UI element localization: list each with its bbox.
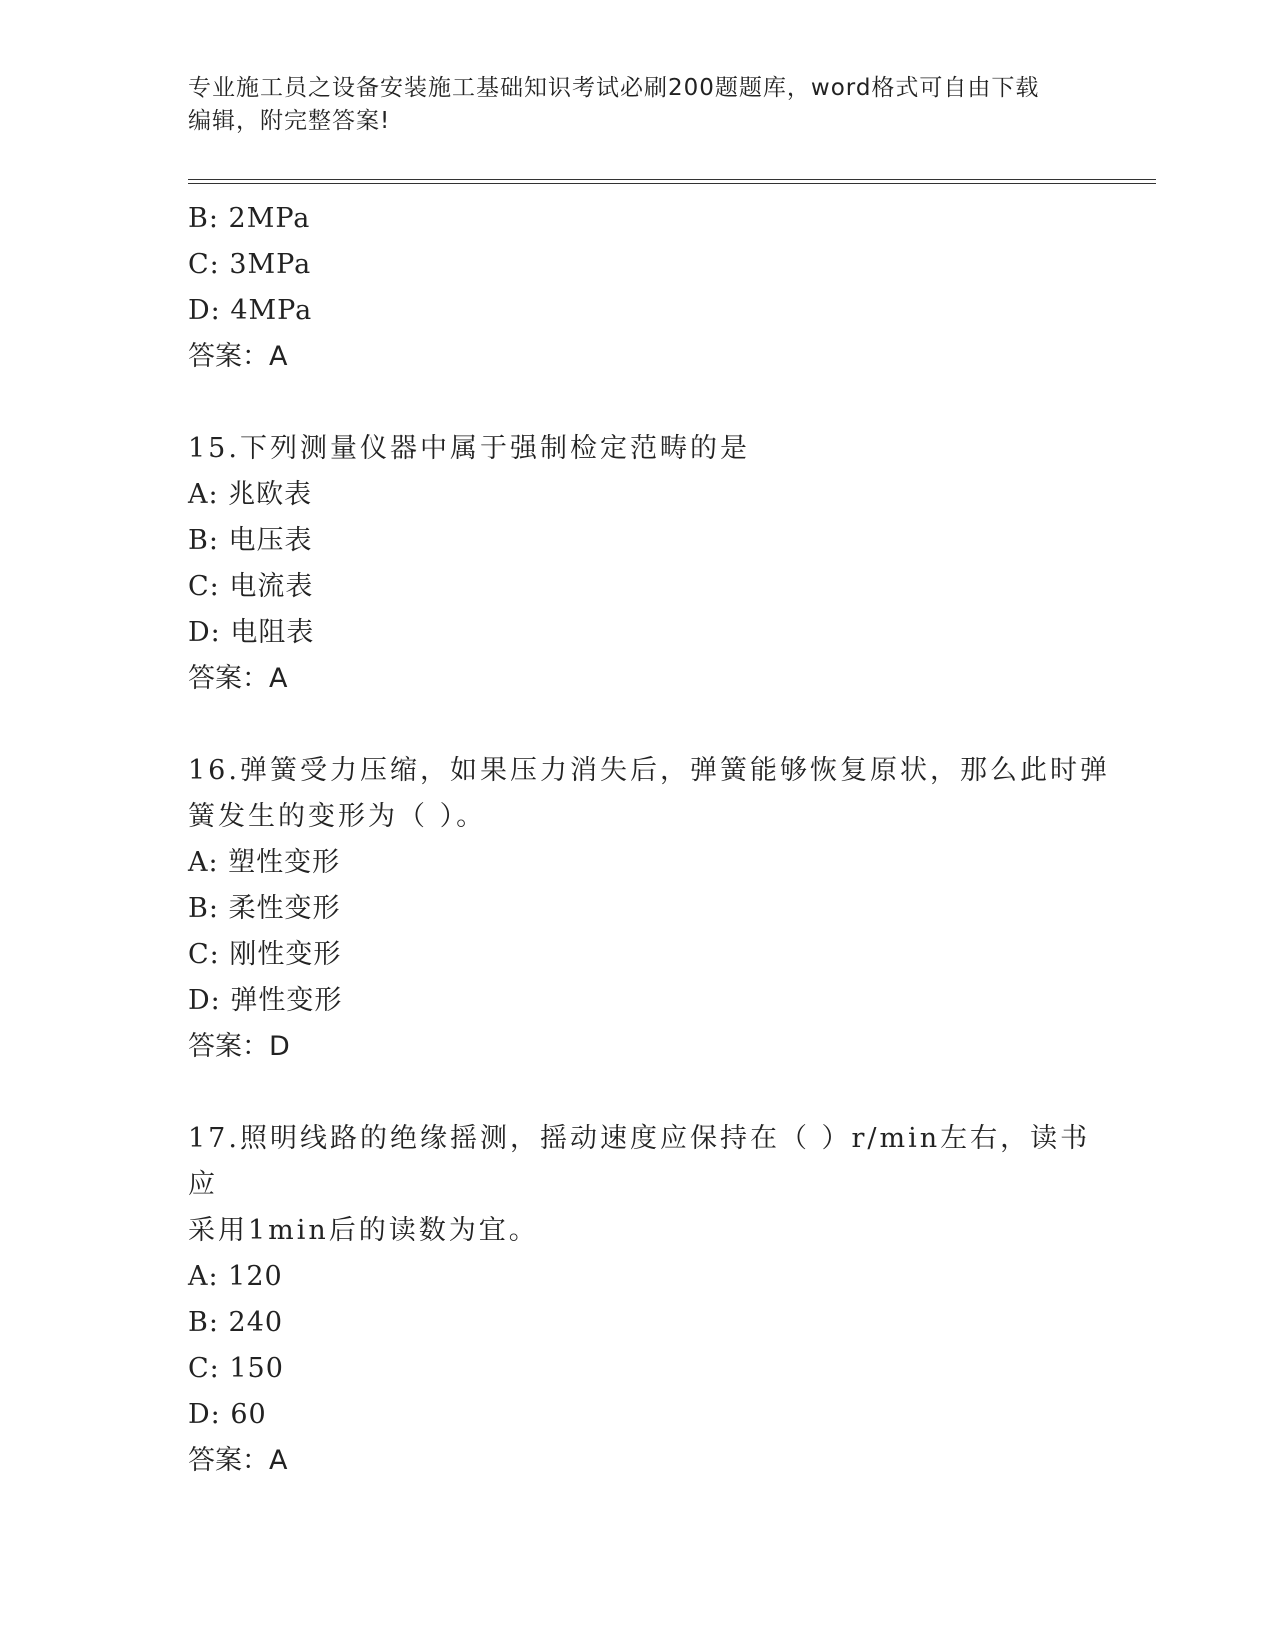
- carryover-question: [188, 196, 1118, 380]
- option-b: B: 柔性变形: [188, 893, 341, 924]
- option-d: D: 电阻表: [188, 617, 315, 648]
- option-b: B: 240: [188, 1307, 284, 1338]
- option-b: B: 电压表: [188, 525, 313, 556]
- option-a: A: 塑性变形: [188, 847, 341, 878]
- answer: 答案：A: [188, 1445, 288, 1476]
- header-line-2: 编辑，附完整答案!: [188, 108, 391, 134]
- header-divider-top: [188, 179, 1156, 180]
- option-d: D: 60: [188, 1399, 267, 1430]
- header-line-1: 专业施工员之设备安装施工基础知识考试必刷200题题库，word格式可自由下载: [188, 75, 1040, 101]
- option-d: D: 4MPa: [188, 295, 313, 326]
- header-divider-bottom: [188, 183, 1156, 184]
- question-stem-line-2: 采用1min后的读数为宜。: [188, 1215, 539, 1246]
- option-b: B: 2MPa: [188, 203, 311, 234]
- question-stem-line-1: 17.照明线路的绝缘摇测，摇动速度应保持在（ ）r/min左右，读书应: [188, 1123, 1091, 1200]
- answer: 答案：D: [188, 1031, 290, 1062]
- option-c: C: 刚性变形: [188, 939, 342, 970]
- question-15: [188, 426, 1118, 702]
- question-16: [188, 748, 1118, 1070]
- answer: 答案：A: [188, 341, 288, 372]
- option-a: A: 120: [188, 1261, 283, 1292]
- document-body: [188, 196, 1118, 1484]
- option-d: D: 弹性变形: [188, 985, 343, 1016]
- option-c: C: 3MPa: [188, 249, 312, 280]
- question-stem: 15.下列测量仪器中属于强制检定范畴的是: [188, 433, 750, 464]
- option-c: C: 150: [188, 1353, 284, 1384]
- document-header: [188, 72, 1088, 138]
- option-c: C: 电流表: [188, 571, 314, 602]
- option-a: A: 兆欧表: [188, 479, 313, 510]
- question-17: [188, 1116, 1118, 1484]
- answer: 答案：A: [188, 663, 288, 694]
- question-stem-line-1: 16.弹簧受力压缩，如果压力消失后，弹簧能够恢复原状，那么此时弹: [188, 755, 1110, 786]
- question-stem-line-2: 簧发生的变形为（ ）。: [188, 801, 487, 832]
